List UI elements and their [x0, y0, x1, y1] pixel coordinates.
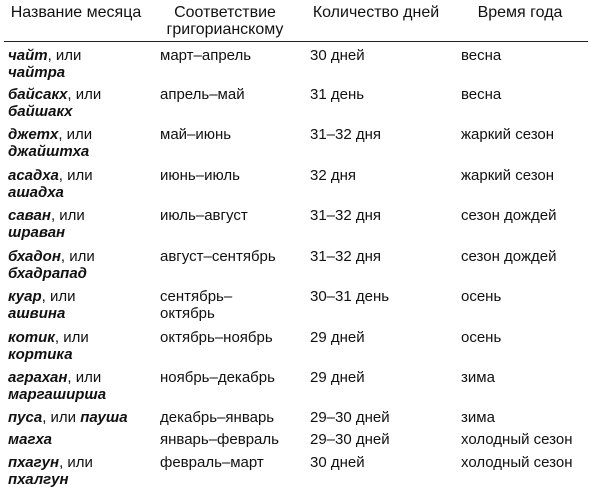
month-name-cell [8, 47, 154, 81]
header-season: Время года [477, 4, 563, 21]
season-cell: зима [461, 369, 495, 386]
month-alt-name: джайштха [8, 143, 90, 160]
month-name: аграхан [8, 369, 68, 386]
gregorian-cell [160, 167, 306, 184]
or-separator: , или [59, 454, 93, 471]
gregorian-text: апрель–май [160, 86, 245, 103]
gregorian-text: сентябрь– [160, 288, 233, 305]
month-name: бхадон [8, 248, 61, 265]
days-cell: 30 дней [310, 47, 365, 64]
month-name: чайт [8, 47, 48, 64]
season-cell: жаркий сезон [461, 167, 555, 184]
or-separator: , или [47, 47, 82, 64]
or-separator: , или [42, 409, 77, 426]
gregorian-cell [160, 409, 306, 426]
gregorian-text: ноябрь–декабрь [160, 369, 275, 386]
month-alt-name: чайтра [8, 64, 66, 81]
days-cell: 31 день [310, 86, 365, 103]
month-alt-name: шраван [8, 224, 66, 241]
or-separator: , или [58, 126, 93, 143]
month-name: магха [8, 431, 52, 448]
days-cell: 31–32 дня [310, 248, 382, 265]
gregorian-cell [160, 126, 306, 143]
month-name: куар [8, 288, 42, 305]
season-cell: осень [461, 288, 502, 305]
days-cell: 29–30 дней [310, 409, 390, 426]
season-cell: холодный сезон [461, 454, 573, 471]
header-gregorian: Соответствие григорианскому [166, 4, 284, 38]
gregorian-text: февраль–март [160, 454, 264, 471]
season-cell: осень [461, 329, 502, 346]
gregorian-cell [160, 288, 306, 322]
gregorian-cell [160, 207, 306, 224]
or-separator: , или [50, 207, 85, 224]
month-name-cell [8, 369, 154, 403]
month-name-cell [8, 409, 154, 426]
gregorian-text: октябрь–ноябрь [160, 329, 273, 346]
month-alt-name: маргаширша [8, 386, 107, 403]
season-cell: зима [461, 409, 495, 426]
month-name: байсакх [8, 86, 68, 103]
days-cell: 29 дней [310, 369, 365, 386]
month-name-cell [8, 288, 154, 322]
days-cell: 29 дней [310, 329, 365, 346]
gregorian-cell [160, 47, 306, 64]
month-alt-name: пауша [80, 409, 128, 426]
month-name-cell [8, 431, 154, 448]
gregorian-text: август–сентябрь [160, 248, 276, 265]
header-days: Количество дней [312, 4, 440, 21]
days-cell: 32 дня [310, 167, 357, 184]
month-name: асадха [8, 167, 59, 184]
month-name: саван [8, 207, 51, 224]
season-cell: весна [461, 86, 502, 103]
header-rule [4, 41, 588, 42]
month-name: котик [8, 329, 55, 346]
gregorian-cell [160, 329, 306, 346]
or-separator: , или [67, 86, 102, 103]
month-name-cell [8, 454, 154, 488]
gregorian-text: май–июнь [160, 126, 232, 143]
month-alt-name: байшакх [8, 103, 73, 120]
gregorian-cell [160, 248, 306, 265]
month-name: пхагун [8, 454, 60, 471]
month-alt-name: пхалгун [8, 471, 69, 488]
season-cell: жаркий сезон [461, 126, 555, 143]
gregorian-text: январь–февраль [160, 431, 279, 448]
month-alt-name: бхадрапад [8, 265, 87, 282]
days-cell: 31–32 дня [310, 126, 382, 143]
gregorian-cell [160, 369, 306, 386]
gregorian-text: июль–август [160, 207, 248, 224]
gregorian-cell [160, 431, 306, 448]
month-name: пуса [8, 409, 43, 426]
month-name-cell [8, 329, 154, 363]
gregorian-cell [160, 454, 306, 471]
month-alt-name: кортика [8, 346, 73, 363]
gregorian-text: октябрь [160, 305, 215, 322]
or-separator: , или [60, 248, 95, 265]
days-cell: 29–30 дней [310, 431, 390, 448]
or-separator: , или [54, 329, 89, 346]
days-cell: 30–31 день [310, 288, 390, 305]
month-alt-name: ашвина [8, 305, 66, 322]
gregorian-text: март–апрель [160, 47, 252, 64]
month-name-cell [8, 167, 154, 201]
season-cell: сезон дождей [461, 207, 557, 224]
or-separator: , или [67, 369, 102, 386]
header-month-name: Название месяца [10, 4, 142, 21]
season-cell: весна [461, 47, 502, 64]
days-cell: 31–32 дня [310, 207, 382, 224]
or-separator: , или [41, 288, 76, 305]
season-cell: холодный сезон [461, 431, 573, 448]
days-cell: 30 дней [310, 454, 365, 471]
month-alt-name: ашадха [8, 184, 64, 201]
gregorian-text: декабрь–январь [160, 409, 275, 426]
or-separator: , или [58, 167, 93, 184]
month-name: джетх [8, 126, 59, 143]
month-name-cell [8, 207, 154, 241]
month-name-cell [8, 86, 154, 120]
gregorian-text: июнь–июль [160, 167, 240, 184]
season-cell: сезон дождей [461, 248, 557, 265]
month-name-cell [8, 248, 154, 282]
month-name-cell [8, 126, 154, 160]
gregorian-cell [160, 86, 306, 103]
